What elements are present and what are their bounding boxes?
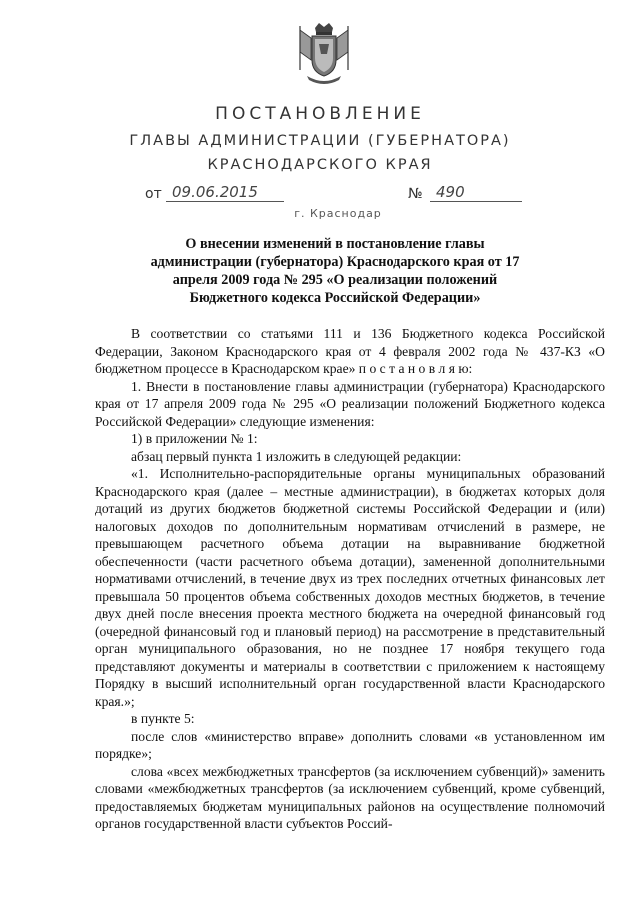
paragraph: 1) в приложении № 1: bbox=[131, 431, 258, 446]
date-number-row bbox=[0, 183, 640, 207]
paragraph: 1. Внести в постановление главы администрации (губернатора) Краснодарского края от 17 апреля 2009 года № 295 «О реализации положений Бюджетного кодекса Российской Федерации» следующие изменения: bbox=[95, 378, 605, 429]
krasnodar-coat-of-arms-icon bbox=[297, 20, 351, 86]
document-title: О внесении изменений в постановление главы администрации (губернатора) Краснодарского края от 17 апреля 2009 года № 295 «О реализации положений Бюджетного кодекса Российской Федерации» bbox=[150, 236, 520, 306]
issuer-line-1: ГЛАВЫ АДМИНИСТРАЦИИ (ГУБЕРНАТОРА) bbox=[129, 133, 511, 149]
paragraph: в пункте 5: bbox=[131, 711, 195, 726]
city-name: г. Краснодар bbox=[294, 207, 382, 220]
paragraph: слова «всех межбюджетных трансфертов (за исключением субвенций)» заменить словами «межбюджетных трансфертов (за исключением субвенций, кроме субвенций, предоставляемых бюджетам муниципальных районов на осуществление полномочий органов государственной власти субъектов Россий- bbox=[95, 763, 605, 831]
number-label: № bbox=[408, 186, 423, 202]
issuer-line-2: КРАСНОДАРСКОГО КРАЯ bbox=[207, 157, 433, 173]
date-value: 09.06.2015 bbox=[166, 183, 284, 202]
paragraph: после слов «министерство вправе» дополнить словами «в установленном им порядке»; bbox=[95, 728, 605, 761]
number-value: 490 bbox=[430, 183, 522, 202]
document-type-title: ПОСТАНОВЛЕНИЕ bbox=[215, 104, 425, 124]
paragraph: «1. Исполнительно-распорядительные органы муниципальных образований Краснодарского края (далее – местные администрации), в бюджетах которых доля дотаций из других бюджетов бюджетной системы Российской Федерации и (или) налоговых доходов по дополнительным нормативам отчислений в размере, не превышающем расчетного объема дотации на выравнивание бюджетной обеспеченности (части расчетного объема дотации), замененной дополнительными нормативами отчислений, в течение двух из трех последних отчетных финансовых лет превышала 50 процентов объема собственных доходов местных бюджетов, в течение двух дней после внесения проекта местного бюджета на очередной финансовый год (очередной финансовый год и плановый период) на рассмотрение в представительный орган муниципального образования, но не позднее 17 ноября текущего года представляют документы и материалы в соответствии с приложением к настоящему Порядку в высший исполнительный орган государственной власти Краснодарского края.»; bbox=[95, 466, 605, 709]
paragraph: абзац первый пункта 1 изложить в следующей редакции: bbox=[131, 448, 462, 464]
date-label: от bbox=[145, 186, 162, 202]
paragraph: В соответствии со статьями 111 и 136 Бюджетного кодекса Российской Федерации, Законом Краснодарского края от 4 февраля 2002 года № 437-КЗ «О бюджетном процессе в Краснодарском крае» п о с т а н о в л я ю: bbox=[95, 326, 605, 376]
document-body bbox=[95, 325, 605, 833]
